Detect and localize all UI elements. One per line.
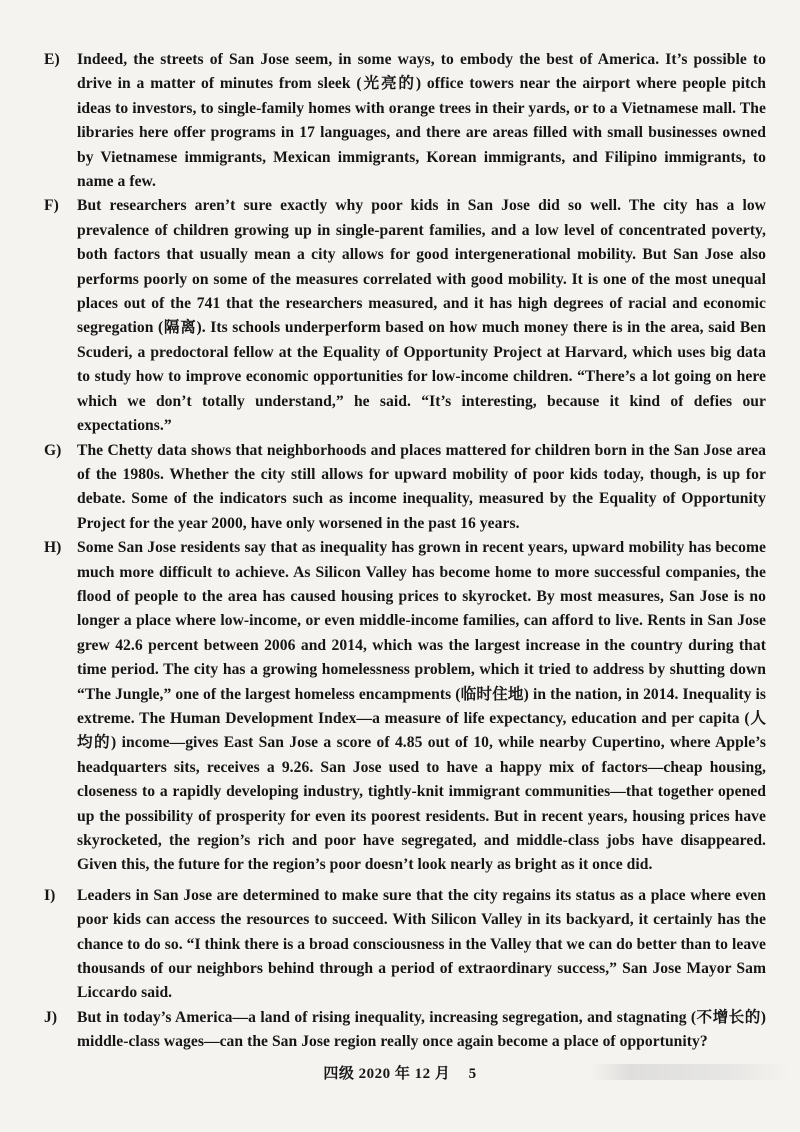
- paragraph-text: Leaders in San Jose are determined to make sure that the city regains its status as a place where even poor kids can access the resources to succeed. With Silicon Valley in its backyard, it certainly has the chance to do so. “I think there is a broad consciousness in the Valley that we can do better than to leave thousands of our neighbors behind through a period of extraordinary success,” San Jose Mayor Sam Liccardo said.: [77, 886, 766, 1002]
- paragraph-i: [44, 884, 766, 1006]
- paragraph-h: [44, 536, 766, 878]
- paragraph-text: Some San Jose residents say that as inequality has grown in recent years, upward mobility has become much more difficult to achieve. As Silicon Valley has become home to more successful companies, the flood of people to the area has caused housing prices to skyrocket. By most measures, San Jose is no longer a place where low-income, or even middle-income families, can afford to live. Rents in San Jose grew 42.6 percent between 2006 and 2014, which was the largest increase in the country during that time period. The city has a growing homelessness problem, which it tried to address by shutting down “The Jungle,” one of the largest homeless encampments (临时住地) in the nation, in 2014. Inequality is extreme. The Human Development Index—a measure of life expectancy, education and per capita (人均的) income—gives East San Jose a score of 4.85 out of 10, while nearby Cupertino, where Apple’s headquarters sits, receives a 9.26. San Jose used to have a happy mix of factors—cheap housing, closeness to a rapidly developing industry, tightly-knit immigrant communities—that together opened up the possibility of prosperity for even its poorest residents. But in recent years, housing prices have skyrocketed, the region’s rich and poor have segregated, and middle-class jobs have disappeared. Given this, the future for the region’s poor doesn’t look nearly as bright as it once did.: [77, 539, 766, 874]
- scan-smudge: [590, 1064, 790, 1080]
- exam-title: 四级 2020 年 12 月: [323, 1066, 451, 1082]
- paragraph-text: The Chetty data shows that neighborhoods and places mattered for children born in the San Jose area of the 1980s. Whether the city still allows for upward mobility of poor kids today, though, is up for debate. Some of the indicators such as income inequality, measured by the Equality of Opportunity Project for the year 2000, have only worsened in the past 16 years.: [77, 441, 766, 532]
- paragraph-text: But researchers aren’t sure exactly why poor kids in San Jose did so well. The city has a low prevalence of children growing up in single-parent families, and a low level of concentrated poverty, both factors that usually mean a city allows for good intergenerational mobility. But San Jose also performs poorly on some of the measures correlated with good mobility. It is one of the most unequal places out of the 741 that the researchers measured, and it has high degrees of racial and economic segregation (隔离). Its schools underperform based on how much money there is in the area, said Ben Scuderi, a predoctoral fellow at the Equality of Opportunity Project at Harvard, which uses big data to study how to improve economic opportunities for low-income children. “There’s a lot going on here which we don’t totally understand,” he said. “It’s interesting, because it kind of defies our expectations.”: [77, 197, 766, 435]
- paragraph-j: [44, 1006, 766, 1055]
- paragraph-label: E): [44, 51, 60, 68]
- paragraph-label: F): [44, 197, 59, 215]
- page-number: 5: [468, 1066, 477, 1082]
- paragraph-label: H): [44, 539, 62, 557]
- paragraph-label: I): [44, 886, 56, 904]
- paragraph-e: [44, 48, 766, 194]
- paragraph-label: G): [44, 441, 62, 459]
- paragraph-label: J): [44, 1008, 58, 1026]
- paragraph-f: [44, 194, 766, 438]
- paragraph-text: But in today’s America—a land of rising inequality, increasing segregation, and stagnating (不增长的) middle-class wages—can the San Jose region really once again become a place of opportunity?: [77, 1008, 766, 1051]
- paragraph-text: Indeed, the streets of San Jose seem, in some ways, to embody the best of America. It’s possible to drive in a matter of minutes from sleek (光亮的) office towers near the airport where people pitch ideas to investors, to single-family homes with orange trees in their yards, or to a Vietnamese mall. The libraries here offer programs in 17 languages, and there are areas filled with small businesses owned by Vietnamese immigrants, Mexican immigrants, Korean immigrants, and Filipino immigrants, to name a few.: [77, 51, 766, 191]
- paragraph-g: [44, 439, 766, 537]
